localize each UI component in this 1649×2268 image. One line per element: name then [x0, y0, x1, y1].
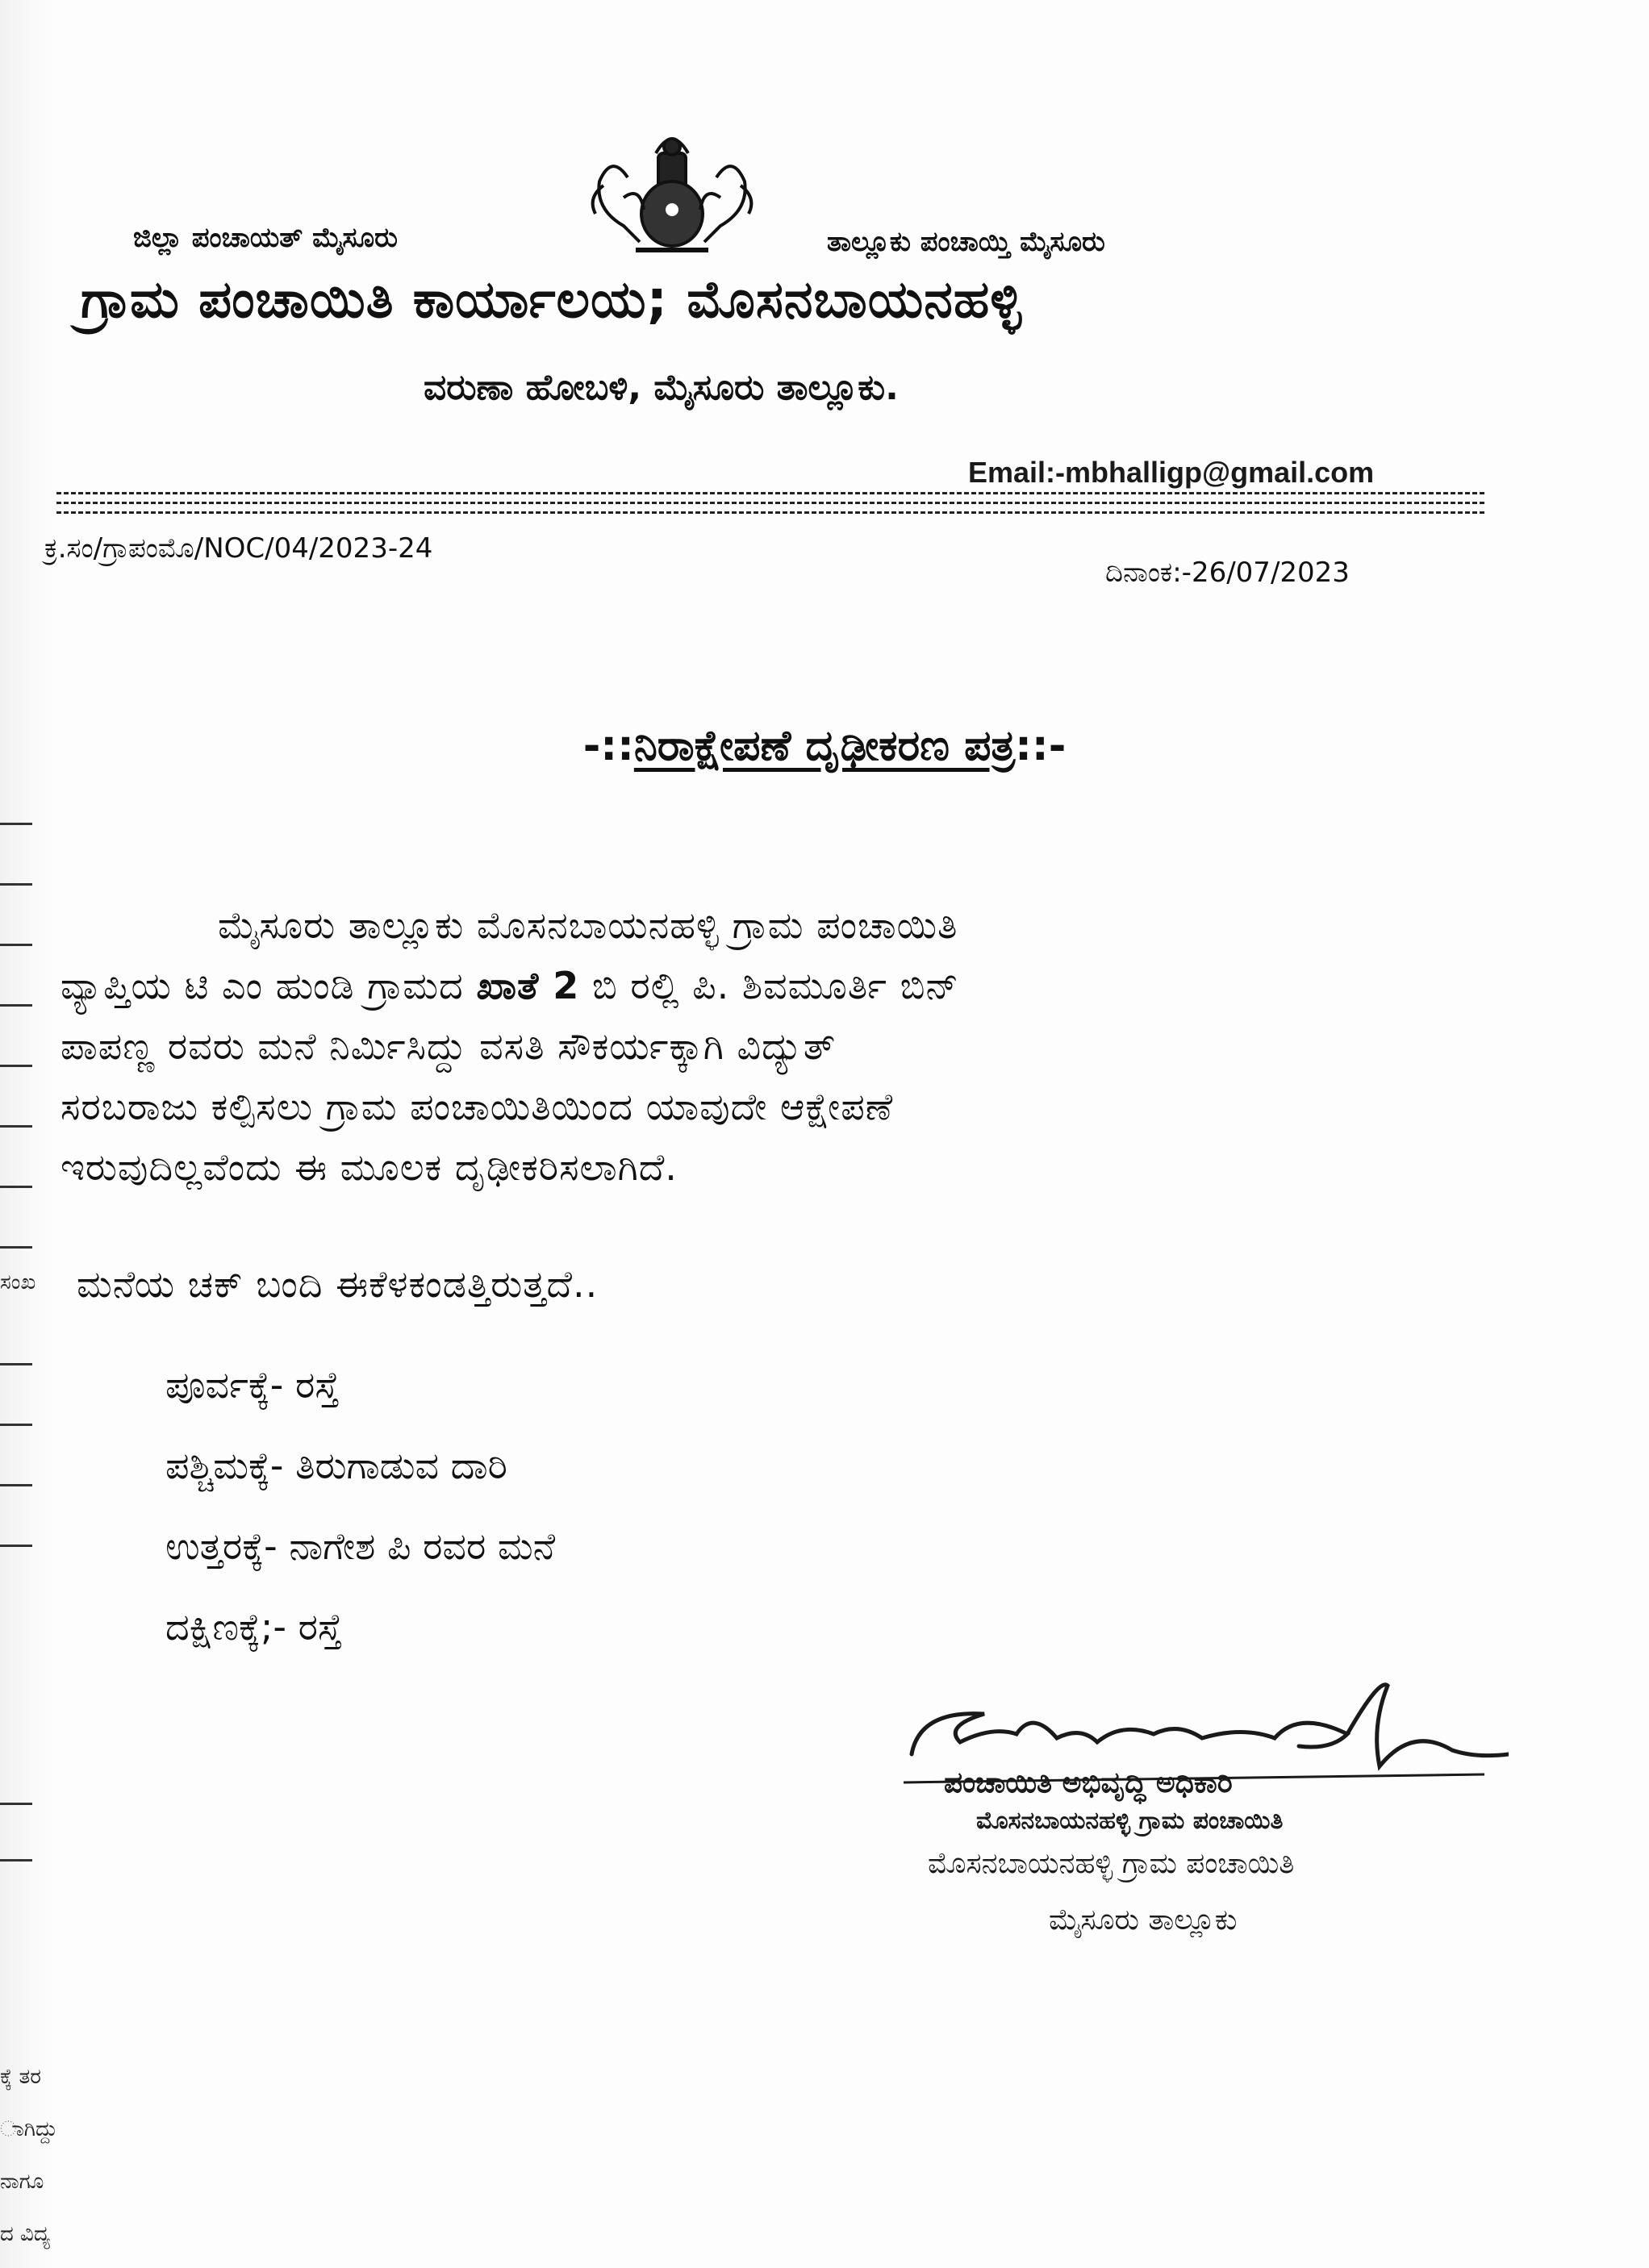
- edge-fragment: ನಾಗೂ: [0, 2170, 44, 2194]
- signature-panchayat: ಮೊಸನಬಾಯನಹಳ್ಳಿ ಗ್ರಾಮ ಪಂಚಾಯಿತಿ: [928, 1847, 1295, 1880]
- header-rule: [56, 492, 1484, 494]
- title-text: ನಿರಾಕ್ಷೇಪಣೆ ದೃಢೀಕರಣ ಪತ್ರ: [633, 722, 1016, 770]
- header-rule: [56, 502, 1484, 504]
- edge-line: [0, 1545, 32, 1547]
- edge-line: [0, 1363, 32, 1365]
- body-line-2-end: ಬಿ ರಲ್ಲಿ ಪಿ. ಶಿವಮೂರ್ತಿ ಬಿನ್: [579, 964, 959, 1007]
- stamp-designation: ಪಂಚಾಯಿತಿ ಅಭಿವೃದ್ಧಿ ಅಧಿಕಾರಿ: [944, 1766, 1233, 1799]
- edge-line: [0, 883, 32, 886]
- edge-line: [0, 1859, 32, 1862]
- body-line-4: ಸರಬರಾಜು ಕಲ್ಪಿಸಲು ಗ್ರಾಮ ಪಂಚಾಯಿತಿಯಿಂದ ಯಾವುದೇ ಆಕ್ಷೇಪಣೆ: [61, 1085, 894, 1128]
- title-suffix: ::-: [1015, 722, 1067, 770]
- zilla-panchayat-label: ಜಿಲ್ಲಾ ಪಂಚಾಯತ್ ಮೈಸೂರು: [133, 222, 398, 254]
- boundaries-intro: ಮನೆಯ ಚಕ್ ಬಂದಿ ಈಕೆಳಕಂಡತ್ತಿರುತ್ತದೆ..: [77, 1262, 599, 1306]
- edge-line: [0, 1065, 32, 1067]
- boundary-east: ಪೂರ್ವಕ್ಕೆ- ರಸ್ತೆ: [165, 1363, 340, 1407]
- office-title: ಗ್ರಾಮ ಪಂಚಾಯಿತಿ ಕಾರ್ಯಾಲಯ; ಮೊಸನಬಾಯನಹಳ್ಳಿ: [81, 270, 1023, 330]
- edge-fragment: ಾಗಿದ್ದು: [0, 2117, 58, 2141]
- edge-line: [0, 1125, 32, 1128]
- edge-line: [0, 1186, 32, 1188]
- edge-fragment: ದ ವಿದ್ಯ: [0, 2222, 51, 2246]
- boundary-north: ಉತ್ತರಕ್ಕೆ- ನಾಗೇಶ ಪಿ ರವರ ಮನೆ: [165, 1524, 556, 1568]
- body-line-2-start: ವ್ಯಾಪ್ತಿಯ ಟಿ ಎಂ ಹುಂಡಿ ಗ್ರಾಮದ: [61, 964, 477, 1007]
- header-rule: [56, 511, 1484, 514]
- boundary-south: ದಕ್ಷಿಣಕ್ಕೆ;- ರಸ್ತೆ: [165, 1605, 343, 1649]
- left-binding-edge: [0, 0, 56, 2268]
- edge-fragment-sam: ಸಂಖ: [0, 1270, 36, 1295]
- khata-number: ಖಾತೆ 2: [476, 964, 580, 1007]
- body-line-2: [61, 964, 959, 1009]
- taluk-panchayat-label: ತಾಲ್ಲೂಕು ಪಂಚಾಯ್ತಿ ಮೈಸೂರು: [827, 226, 1105, 258]
- edge-line: [0, 1424, 32, 1426]
- office-subtitle: ವರುಣಾ ಹೋಬಳಿ, ಮೈಸೂರು ತಾಲ್ಲೂಕು.: [424, 367, 899, 408]
- edge-line: [0, 1803, 32, 1805]
- body-line-5: ಇರುವುದಿಲ್ಲವೆಂದು ಈ ಮೂಲಕ ದೃಢೀಕರಿಸಲಾಗಿದೆ.: [61, 1145, 678, 1189]
- edge-line: [0, 823, 32, 825]
- document-title: [0, 722, 1649, 771]
- edge-line: [0, 1484, 32, 1486]
- karnataka-emblem-icon: [579, 121, 765, 262]
- edge-line: [0, 1246, 32, 1249]
- edge-line: [0, 1004, 32, 1007]
- reference-number: ಕ್ರ.ಸಂ/ಗ್ರಾಪಂಮೊ/NOC/04/2023-24: [44, 532, 433, 565]
- edge-fragment: ಕ್ಕೆ ತರ: [0, 2065, 42, 2089]
- signature-taluk: ಮೈಸೂರು ತಾಲ್ಲೂಕು: [1049, 1903, 1238, 1937]
- body-line-3: ಪಾಪಣ್ಣ ರವರು ಮನೆ ನಿರ್ಮಿಸಿದ್ದು ವಸತಿ ಸೌಕರ್ಯಕ್ಕಾಗಿ ವಿದ್ಯುತ್: [61, 1024, 837, 1068]
- email-address: Email:-mbhalligp@gmail.com: [968, 456, 1375, 489]
- stamp-panchayat: ಮೊಸನಬಾಯನಹಳ್ಳಿ ಗ್ರಾಮ ಪಂಚಾಯಿತಿ: [976, 1807, 1284, 1835]
- boundary-west: ಪಶ್ಚಿಮಕ್ಕೆ- ತಿರುಗಾಡುವ ದಾರಿ: [165, 1444, 507, 1487]
- title-prefix: -::: [582, 722, 634, 770]
- document-date: ದಿನಾಂಕ:-26/07/2023: [1105, 557, 1350, 589]
- edge-line: [0, 944, 32, 946]
- body-line-1: ಮೈಸೂರು ತಾಲ್ಲೂಕು ಮೊಸನಬಾಯನಹಳ್ಳಿ ಗ್ರಾಮ ಪಂಚಾಯಿತಿ: [218, 903, 958, 947]
